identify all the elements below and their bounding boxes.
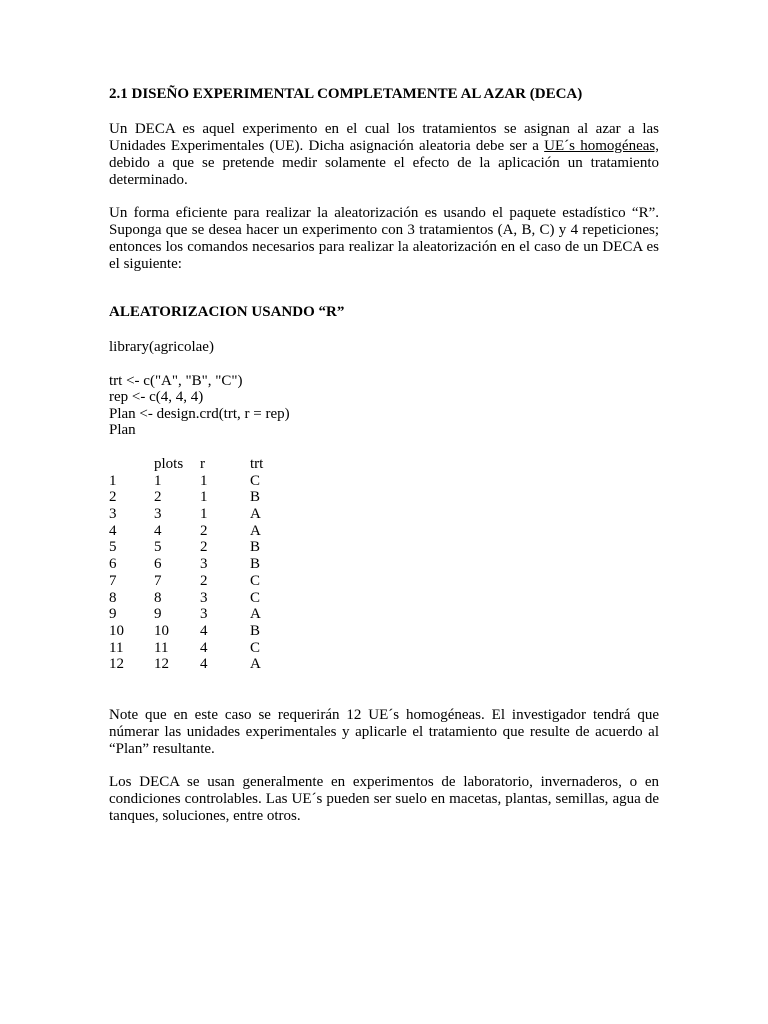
table-cell-index: 12 <box>109 656 124 673</box>
table-cell-plots: 2 <box>154 489 162 506</box>
table-cell-plots: 10 <box>154 622 169 639</box>
table-cell-trt: A <box>250 506 261 523</box>
table-cell-index: 5 <box>109 539 117 556</box>
code-line-library: library(agricolae) <box>109 339 214 355</box>
table-row <box>109 606 309 623</box>
table-cell-index: 6 <box>109 556 117 573</box>
table-cell-r: 1 <box>200 489 208 506</box>
table-cell-index: 9 <box>109 606 117 623</box>
table-cell-plots: 6 <box>154 556 162 573</box>
table-cell-trt: A <box>250 656 261 673</box>
table-cell-r: 2 <box>200 539 208 556</box>
table-row <box>109 640 309 657</box>
table-cell-index: 7 <box>109 572 117 589</box>
paragraph-usage <box>109 774 659 825</box>
table-header-row <box>109 456 309 473</box>
table-cell-r: 3 <box>200 589 208 606</box>
paragraph-intro-text-2: debido a que se pretende medir solamente el efecto de la aplicación un tratamiento determinado. <box>109 155 659 188</box>
code-line-plan-assign: Plan <- design.crd(trt, r = rep) <box>109 406 290 422</box>
table-cell-trt: C <box>250 572 261 589</box>
section-title: 2.1 DISEÑO EXPERIMENTAL COMPLETAMENTE AL AZAR (DECA) <box>109 86 583 102</box>
subheading-r: ALEATORIZACION USANDO “R” <box>109 304 345 320</box>
table-cell-plots: 11 <box>154 639 169 656</box>
table-body <box>109 473 309 673</box>
paragraph-note <box>109 707 659 758</box>
table-cell-index: 4 <box>109 522 117 539</box>
paragraph-note-text: Note que en este caso se requerirán 12 UE´s homogéneas. El investigador tendrá que númerar las unidades experimentales y aplicarle el tratamiento que resulte de acuerdo al “Plan” resultante. <box>109 707 659 757</box>
table-cell-r: 3 <box>200 606 208 623</box>
table-cell-r: 2 <box>200 522 208 539</box>
table-cell-r: 1 <box>200 506 208 523</box>
table-row <box>109 489 309 506</box>
table-cell-r: 3 <box>200 556 208 573</box>
table-row <box>109 573 309 590</box>
table-cell-trt: B <box>250 556 261 573</box>
paragraph-intro <box>109 121 659 189</box>
table-cell-plots: 9 <box>154 606 162 623</box>
table-row <box>109 506 309 523</box>
table-cell-r: 2 <box>200 572 208 589</box>
paragraph-intro-text-1: Un DECA es aquel experimento en el cual los tratamientos se asignan al azar a las Unidades Experimentales (UE). Dicha asignación aleatoria debe ser a <box>109 121 659 154</box>
table-row <box>109 656 309 673</box>
table-cell-trt: C <box>250 639 261 656</box>
table-row <box>109 473 309 490</box>
table-cell-index: 11 <box>109 639 124 656</box>
table-row <box>109 590 309 607</box>
table-cell-r: 1 <box>200 472 208 489</box>
code-line-plan: Plan <box>109 422 136 438</box>
code-line-rep: rep <- c(4, 4, 4) <box>109 389 204 405</box>
table-cell-r: 4 <box>200 639 208 656</box>
paragraph-usage-text: Los DECA se usan generalmente en experimentos de laboratorio, invernaderos, o en condiciones controlables. Las UE´s pueden ser suelo en macetas, plantas, semillas, agua de tanques, soluciones, entre otros. <box>109 774 659 824</box>
table-cell-trt: C <box>250 472 261 489</box>
table-cell-r: 4 <box>200 622 208 639</box>
table-cell-index: 10 <box>109 622 124 639</box>
table-cell-trt: A <box>250 522 261 539</box>
table-cell-plots: 3 <box>154 506 162 523</box>
table-cell-trt: B <box>250 539 261 556</box>
table-cell-trt: B <box>250 622 261 639</box>
paragraph-intro-underlined: UE´s homogéneas, <box>544 138 659 154</box>
paragraph-randomization-text: Un forma eficiente para realizar la aleatorización es usando el paquete estadístico “R”. Suponga que se desea hacer un experimento con 3 tratamientos (A, B, C) y 4 repeticiones; entonces los comandos necesarios para realizar la aleatorización en el caso de un DECA es el siguiente: <box>109 205 659 272</box>
table-row <box>109 623 309 640</box>
table-cell-plots: 5 <box>154 539 162 556</box>
table-cell-trt: C <box>250 589 261 606</box>
table-row <box>109 539 309 556</box>
code-line-trt: trt <- c("A", "B", "C") <box>109 373 243 389</box>
table-cell-index: 8 <box>109 589 117 606</box>
table-header-trt: trt <box>250 456 264 472</box>
table-cell-r: 4 <box>200 656 208 673</box>
plan-table <box>109 456 309 673</box>
table-cell-index: 1 <box>109 472 117 489</box>
table-header-plots: plots <box>154 456 184 472</box>
table-cell-plots: 12 <box>154 656 169 673</box>
table-cell-trt: A <box>250 606 261 623</box>
table-cell-plots: 7 <box>154 572 162 589</box>
paragraph-randomization <box>109 205 659 273</box>
table-cell-plots: 4 <box>154 522 162 539</box>
table-row <box>109 556 309 573</box>
table-cell-index: 3 <box>109 506 117 523</box>
table-cell-index: 2 <box>109 489 117 506</box>
table-cell-trt: B <box>250 489 261 506</box>
table-row <box>109 523 309 540</box>
table-cell-plots: 8 <box>154 589 162 606</box>
table-header-r: r <box>200 456 205 472</box>
table-cell-plots: 1 <box>154 472 162 489</box>
